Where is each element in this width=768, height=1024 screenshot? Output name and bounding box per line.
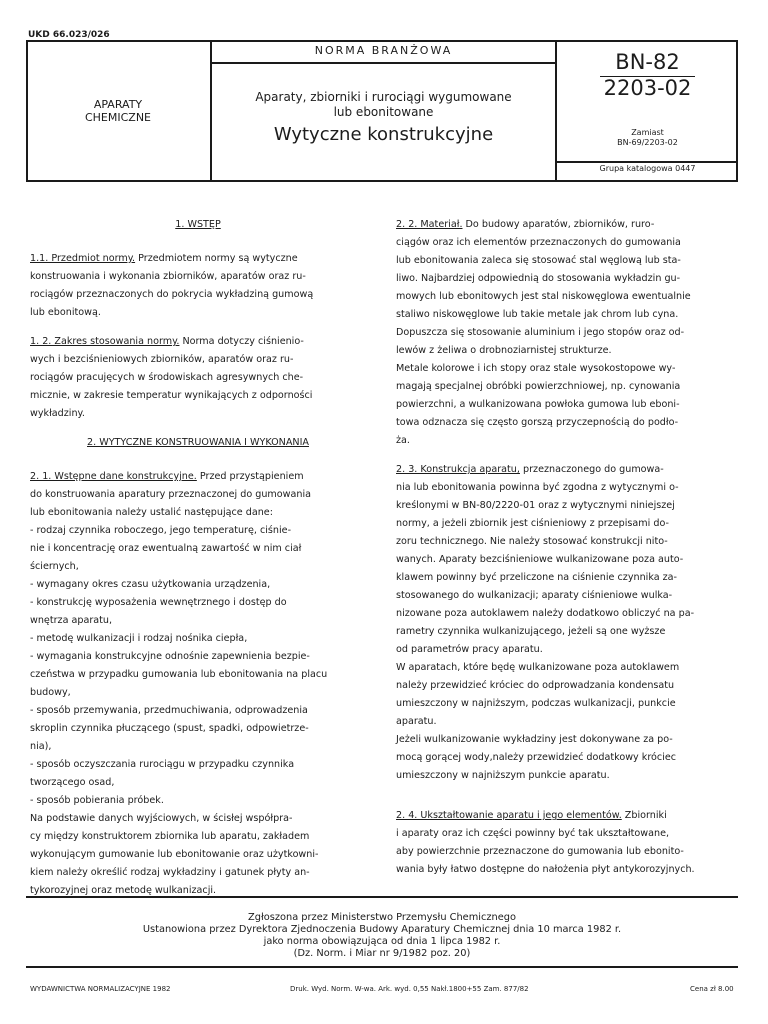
text-line: liwo. Najbardziej odpowiednią do stosowania wykładzin gu- xyxy=(396,273,681,284)
text-line: ciągów oraz ich elementów przeznaczonych do gumowania xyxy=(396,237,681,248)
text-line: klawem powinny być przeliczone na ciśnienie czynnika za- xyxy=(396,572,678,583)
replaces-value: BN-69/2203-02 xyxy=(617,138,678,147)
text-line: micznie, w zakresie temperatur wynikających z odporności xyxy=(30,390,313,401)
text-line: Dopuszcza się stosowanie aluminium i jego stopów oraz od- xyxy=(396,327,685,338)
paragraph-gap xyxy=(396,450,740,461)
text-line: - metodę wulkanizacji i rodzaj nośnika ciepła, xyxy=(30,633,248,644)
standard-number-prefix: BN-82 xyxy=(615,50,680,74)
text-line: nizowane poza autoklawem należy dodatkowo obliczyć na pa- xyxy=(396,608,695,619)
text-line: tykorozyjnej oraz metodę wulkanizacji. xyxy=(30,885,217,896)
text-line: czeństwa w przypadku gumowania lub ebonitowania na placu xyxy=(30,669,328,680)
text-line: nia), xyxy=(30,741,52,752)
ukd-code: UKD 66.023/026 xyxy=(28,30,110,40)
text-line: kiem należy określić rodzaj wykładziny i gatunek płyty an- xyxy=(30,867,310,878)
text-line: rociągów przeznaczonych do pokrycia wykładziną gumową xyxy=(30,289,314,300)
text-line: cy między konstruktorem zbiornika lub aparatu, zakładem xyxy=(30,831,310,842)
text-line: 2. 4. Ukształtowanie aparatu i jego elementów. Zbiorniki xyxy=(396,810,667,821)
title-line-2: lub ebonitowane xyxy=(333,105,434,119)
text-line: lub ebonitowania zaleca się stosować stal węglową lub sta- xyxy=(396,255,681,266)
paragraph-gap xyxy=(30,423,366,434)
text-line: staliwo niskowęglowe lub takie metale jak chrom lub cyna. xyxy=(396,309,679,320)
paragraph-gap xyxy=(396,785,740,796)
category-label: APARATY CHEMICZNE xyxy=(84,98,152,124)
price: Cena zł 8.00 xyxy=(690,985,734,993)
text-line: 2. 3. Konstrukcja aparatu, przeznaczonego do gumowa- xyxy=(396,464,664,475)
text-line: wych i bezciśnieniowych zbiorników, aparatów oraz ru- xyxy=(30,354,294,365)
text-line: do konstruowania aparatury przeznaczonej do gumowania xyxy=(30,489,312,500)
footer-line: (Dz. Norm. i Miar nr 9/1982 poz. 20) xyxy=(293,948,471,959)
paragraph-gap xyxy=(30,234,366,250)
header-divider xyxy=(210,62,557,64)
text-line: konstruowania i wykonania zbiorników, aparatów oraz ru- xyxy=(30,271,306,282)
title-block xyxy=(212,90,555,147)
left-column xyxy=(30,216,366,900)
text-line: wanych. Aparaty bezciśnieniowe wulkanizowane poza auto- xyxy=(396,554,684,565)
text-line: stosowanego do wulkanizacji; aparaty ciśnieniowe wulka- xyxy=(396,590,673,601)
text-line: 2. 1. Wstępne dane konstrukcyjne. Przed przystąpieniem xyxy=(30,471,304,482)
text-line: wnętrza aparatu, xyxy=(30,615,113,626)
text-line: należy przewidzieć króciec do odprowadzania kondensatu xyxy=(396,680,675,691)
category-cell xyxy=(26,40,210,182)
standard-number: 2203-02 xyxy=(603,76,692,100)
text-line: umieszczony w najniższym, podczas wulkanizacji, punkcie xyxy=(396,698,676,709)
replaces-label: Zamiast xyxy=(631,128,664,137)
document-title: Wytyczne konstrukcyjne xyxy=(273,124,494,145)
footer-line: Zgłoszona przez Ministerstwo Przemysłu Chemicznego xyxy=(248,912,516,923)
text-line: magają specjalnej obróbki powierzchniowej, np. cynowania xyxy=(396,381,681,392)
text-line: lewów z żeliwa o drobnoziarnistej strukturze. xyxy=(396,345,612,356)
text-line: powierzchni, a wulkanizowana powłoka gumowa lub eboni- xyxy=(396,399,680,410)
header-divider xyxy=(555,161,738,163)
text-line: ża. xyxy=(396,435,410,446)
text-line: mocą gorącej wody,należy przewidzieć dodatkowy króciec xyxy=(396,752,677,763)
text-line: wania były łatwo dostępne do nałożenia płyt antykorozyjnych. xyxy=(396,864,695,875)
text-line: skroplin czynnika płuczącego (spust, spadki, odpowietrze- xyxy=(30,723,309,734)
text-line: i aparaty oraz ich części powinny być tak ukształtowane, xyxy=(396,828,670,839)
paragraph-gap xyxy=(30,322,366,333)
text-line: wykonującym gumowanie lub ebonitowanie oraz użytkowni- xyxy=(30,849,319,860)
text-line: 1. 2. Zakres stosowania normy. Norma dotyczy ciśnienio- xyxy=(30,336,304,347)
norma-label: NORMA BRANŻOWA xyxy=(314,44,453,57)
text-line: 1.1. Przedmiot normy. Przedmiotem normy są wytyczne xyxy=(30,253,298,264)
text-line: umieszczony w najniższym punkcie aparatu. xyxy=(396,770,610,781)
text-line: Na podstawie danych wyjściowych, w ścisłej współpra- xyxy=(30,813,293,824)
text-line: ściernych, xyxy=(30,561,79,572)
text-line: wykładziny. xyxy=(30,408,85,419)
text-line: - wymagany okres czasu użytkowania urządzenia, xyxy=(30,579,271,590)
text-line: - konstrukcję wyposażenia wewnętrznego i dostęp do xyxy=(30,597,287,608)
footer-line: jako norma obowiązująca od dnia 1 lipca 1982 r. xyxy=(263,936,501,947)
catalog-group: Grupa katalogowa 0447 xyxy=(599,164,696,173)
text-line: aparatu. xyxy=(396,716,437,727)
text-line: normy, a jeżeli zbiornik jest ciśnieniowy z przepisami do- xyxy=(396,518,669,529)
print-info: Druk. Wyd. Norm. W-wa. Ark. wyd. 0,55 Nakł.1800+55 Zam. 877/82 xyxy=(290,985,529,993)
text-line: lub ebonitowania należy ustalić następujące dane: xyxy=(30,507,273,518)
section-heading: 1. WSTĘP xyxy=(175,219,221,230)
text-line: - sposób pobierania próbek. xyxy=(30,795,164,806)
title-line-1: Aparaty, zbiorniki i rurociągi wygumowane xyxy=(255,90,512,104)
text-line: - sposób oczyszczania rurociągu w przypadku czynnika xyxy=(30,759,295,770)
text-line: nia lub ebonitowania powinna być zgodna z wytycznymi o- xyxy=(396,482,679,493)
text-line: - rodzaj czynnika roboczego, jego temperaturę, ciśnie- xyxy=(30,525,292,536)
footer-line: Ustanowiona przez Dyrektora Zjednoczenia Budowy Aparatury Chemicznej dnia 10 marca 1982 r. xyxy=(142,924,622,935)
text-line: Jeżeli wulkanizowanie wykładziny jest dokonywane za po- xyxy=(396,734,673,745)
text-line: 2. 2. Materiał. Do budowy aparatów, zbiorników, ruro- xyxy=(396,219,655,230)
text-line: kreślonymi w BN-80/2220-01 oraz z wytycznymi niniejszej xyxy=(396,500,675,511)
text-line: - sposób przemywania, przedmuchiwania, odprowadzenia xyxy=(30,705,308,716)
paragraph-gap xyxy=(396,796,740,807)
text-line: nie i koncentrację oraz ewentualną zawartość w nim ciał xyxy=(30,543,302,554)
text-line: zoru technicznego. Nie należy stosować konstrukcji nito- xyxy=(396,536,668,547)
text-line: lub ebonitową. xyxy=(30,307,101,318)
publisher: WYDAWNICTWA NORMALIZACYJNE 1982 xyxy=(30,985,171,993)
text-line: - wymagania konstrukcyjne odnośnie zapewnienia bezpie- xyxy=(30,651,310,662)
text-line: rametry czynnika wulkanizującego, jeżeli są one wyższe xyxy=(396,626,666,637)
paragraph-gap xyxy=(30,452,366,468)
text-line: aby powierzchnie przeznaczone do gumowania lub ebonito- xyxy=(396,846,684,857)
text-line: budowy, xyxy=(30,687,71,698)
section-heading: 2. WYTYCZNE KONSTRUOWANIA I WYKONANIA xyxy=(87,437,309,448)
text-line: od parametrów pracy aparatu. xyxy=(396,644,543,655)
text-line: Metale kolorowe i ich stopy oraz stale wysokostopowe wy- xyxy=(396,363,676,374)
text-line: mowych lub ebonitowych jest stal niskowęglowa ewentualnie xyxy=(396,291,691,302)
text-line: towa odznacza się często gorszą przyczepnością do podło- xyxy=(396,417,679,428)
text-line: W aparatach, które będę wulkanizowane poza autoklawem xyxy=(396,662,680,673)
text-line: tworzącego osad, xyxy=(30,777,115,788)
text-line: rociągów pracujęcych w środowiskach agresywnych che- xyxy=(30,372,304,383)
right-column xyxy=(396,216,740,879)
